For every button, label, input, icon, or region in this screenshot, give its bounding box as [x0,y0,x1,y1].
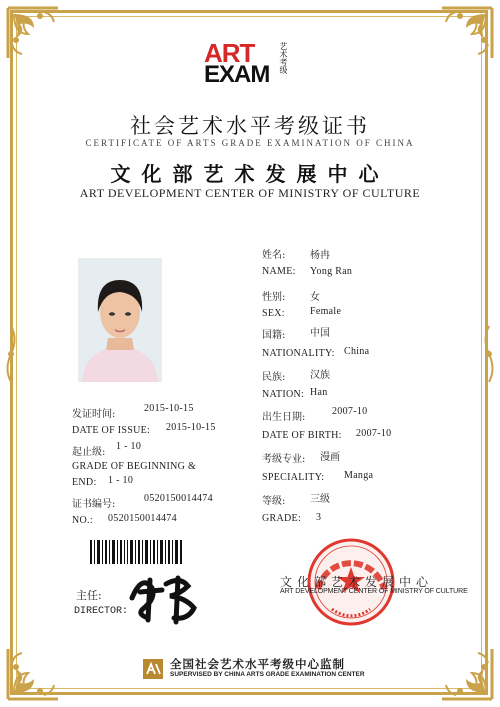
value-grade-en: 3 [316,512,322,523]
value-speciality-en: Manga [344,470,374,481]
value-name-en: Yong Ran [310,266,353,277]
value-grade-range-en: 1 - 10 [108,475,134,486]
value-sex-en: Female [310,306,342,317]
logo-exam-text: EXAM [204,61,270,88]
label-cert-no-en: NO.: [72,515,93,526]
value-birth-en: 2007-10 [356,428,392,439]
label-grade-range-en-1: GRADE OF BEGINNING & [72,461,197,472]
value-nationality-cn: 中国 [310,328,330,339]
organization-name-en: ART DEVELOPMENT CENTER OF MINISTRY OF CULTURE [79,186,421,200]
label-grade-cn: 等级: [262,496,286,507]
portrait-image-icon [78,258,162,382]
value-issue-cn: 2015-10-15 [144,403,194,414]
label-name-cn: 姓名: [262,250,286,261]
value-nation-en: Han [310,387,328,398]
portrait-photo [78,258,162,382]
director-label-cn: 主任: [76,589,102,602]
label-speciality-cn: 考级专业: [262,454,306,465]
value-cert-no-en: 0520150014474 [108,513,177,524]
org-signature-en: ART DEVELOPMENT CENTER OF MINISTRY OF CULTURE [280,588,468,595]
director-label-en: DIRECTOR: [74,606,129,617]
value-issue-en: 2015-10-15 [166,422,216,433]
label-birth-cn: 出生日期: [262,412,306,423]
label-nation-cn: 民族: [262,372,286,383]
value-nationality-en: China [344,346,370,357]
value-speciality-cn: 漫画 [320,452,340,463]
value-nation-cn: 汉族 [310,370,330,381]
logo-vertical-text: 艺术考级 [279,42,288,74]
label-issue-cn: 发证时间: [72,409,116,420]
label-speciality-en: SPECIALITY: [262,472,325,483]
label-nationality-cn: 国籍: [262,330,286,341]
corner-ornament-icon [438,4,496,62]
barcode-icon [90,540,182,564]
label-grade-range-cn: 起止级: [72,447,106,458]
certificate-title-en: CERTIFICATE OF ARTS GRADE EXAMINATION OF CHINA [85,138,415,148]
label-sex-cn: 性别: [262,292,286,303]
value-grade-cn: 三级 [310,494,330,505]
value-sex-cn: 女 [310,292,320,303]
footer-supervisor-cn: 全国社会艺术水平考级中心监制 [170,657,345,671]
label-cert-no-cn: 证书编号: [72,499,116,510]
value-name-cn: 杨冉 [310,250,330,261]
value-cert-no-cn: 0520150014474 [144,493,213,504]
label-nationality-en: NATIONALITY: [262,348,335,359]
label-sex-en: SEX: [262,308,285,319]
side-ornament-icon [482,324,496,384]
label-name-en: NAME: [262,266,296,277]
logo-art-text: ART [204,38,255,68]
org-signature-cn: 文化部艺术发展中心 [280,575,434,589]
label-issue-en: DATE OF ISSUE: [72,425,151,436]
certificate-title-cn: 社会艺术水平考级证书 [130,114,370,138]
label-nation-en: NATION: [262,389,305,400]
corner-ornament-icon [4,645,62,703]
director-signature-icon [122,568,206,626]
label-grade-range-en-2: END: [72,477,97,488]
value-grade-range-cn: 1 - 10 [116,441,142,452]
art-exam-logo [204,40,304,90]
label-grade-en: GRADE: [262,513,302,524]
footer-supervisor-en: SUPERVISED BY CHINA ARTS GRADE EXAMINATION CENTER [170,671,365,678]
value-birth-cn: 2007-10 [332,406,368,417]
label-birth-en: DATE OF BIRTH: [262,430,342,441]
side-ornament-icon [4,324,18,384]
supervisor-logo-icon [142,658,164,680]
corner-ornament-icon [4,4,62,62]
organization-name-cn: 文化部艺术发展中心 [110,162,390,186]
corner-ornament-icon [438,645,496,703]
